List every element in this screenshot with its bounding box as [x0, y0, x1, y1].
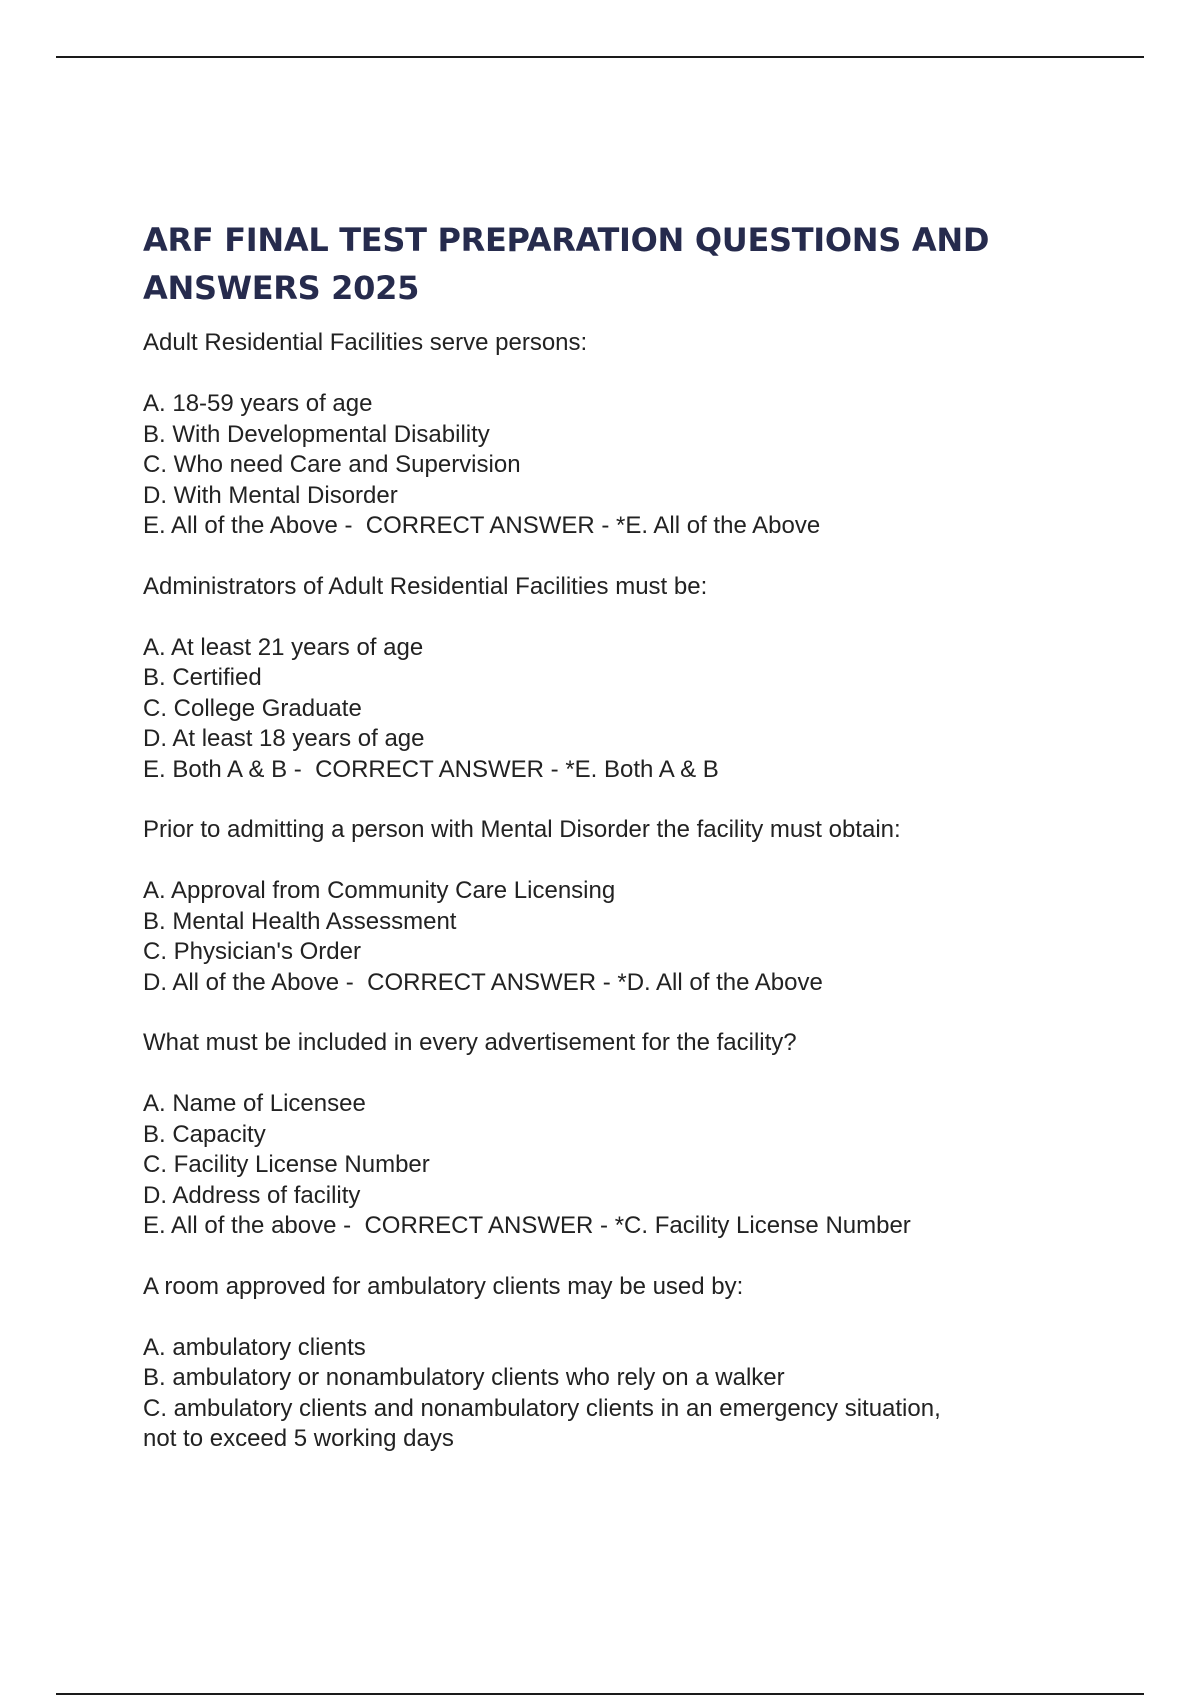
answer-option: C. College Graduate: [143, 694, 362, 722]
answer-option-with-correct-answer: E. Both A & B - CORRECT ANSWER - *E. Both A & B: [143, 755, 719, 783]
answer-option: D. With Mental Disorder: [143, 481, 398, 509]
question-1: [143, 328, 1063, 542]
question-text: What must be included in every advertisement for the facility?: [143, 1029, 797, 1056]
answer-option: A. Name of Licensee: [143, 1090, 366, 1117]
question-text: Adult Residential Facilities serve persons:: [143, 329, 588, 356]
answer-option-with-correct-answer: E. All of the Above - CORRECT ANSWER - *E. All of the Above: [143, 512, 821, 539]
answer-option: A. Approval from Community Care Licensing: [143, 877, 616, 904]
answer-option-with-correct-answer: E. All of the above - CORRECT ANSWER - *C. Facility License Number: [143, 1212, 911, 1239]
answer-options: [143, 389, 1063, 542]
answer-option: C. ambulatory clients and nonambulatory clients in an emergency situation,: [143, 1394, 941, 1422]
answer-options: [143, 1089, 1063, 1242]
answer-option: C. Who need Care and Supervision: [143, 451, 521, 478]
answer-option: C. Physician's Order: [143, 938, 361, 965]
question-4: [143, 1028, 1063, 1242]
question-text: Administrators of Adult Residential Facilities must be:: [143, 572, 708, 600]
bottom-divider: [56, 1693, 1144, 1695]
answer-option: D. At least 18 years of age: [143, 725, 425, 752]
answer-option: B. Mental Health Assessment: [143, 907, 457, 935]
document-body: [143, 216, 1063, 1485]
answer-option: A. At least 21 years of age: [143, 633, 424, 661]
answer-option-continuation: not to exceed 5 working days: [143, 1425, 454, 1452]
document-title-line-1: ARF FINAL TEST PREPARATION QUESTIONS AND: [143, 221, 990, 259]
answer-option: B. ambulatory or nonambulatory clients who rely on a walker: [143, 1364, 785, 1391]
answer-option: D. Address of facility: [143, 1181, 361, 1209]
answer-option: B. Capacity: [143, 1120, 266, 1148]
answer-option: A. 18-59 years of age: [143, 390, 373, 417]
question-text: A room approved for ambulatory clients may be used by:: [143, 1272, 744, 1300]
answer-option: B. Certified: [143, 664, 262, 691]
question-text: Prior to admitting a person with Mental Disorder the facility must obtain:: [143, 816, 901, 843]
document-title-line-2: ANSWERS 2025: [143, 269, 420, 307]
answer-option-with-correct-answer: D. All of the Above - CORRECT ANSWER - *D. All of the Above: [143, 968, 823, 996]
document-title: [143, 216, 1063, 312]
answer-option: A. ambulatory clients: [143, 1333, 366, 1361]
answer-options: [143, 633, 1063, 786]
answer-option: B. With Developmental Disability: [143, 420, 490, 448]
question-2: [143, 572, 1063, 786]
question-3: [143, 815, 1063, 998]
top-divider: [56, 56, 1144, 58]
answer-options: [143, 1333, 1063, 1455]
answer-options: [143, 876, 1063, 998]
answer-option: C. Facility License Number: [143, 1151, 430, 1178]
question-5: [143, 1272, 1063, 1455]
